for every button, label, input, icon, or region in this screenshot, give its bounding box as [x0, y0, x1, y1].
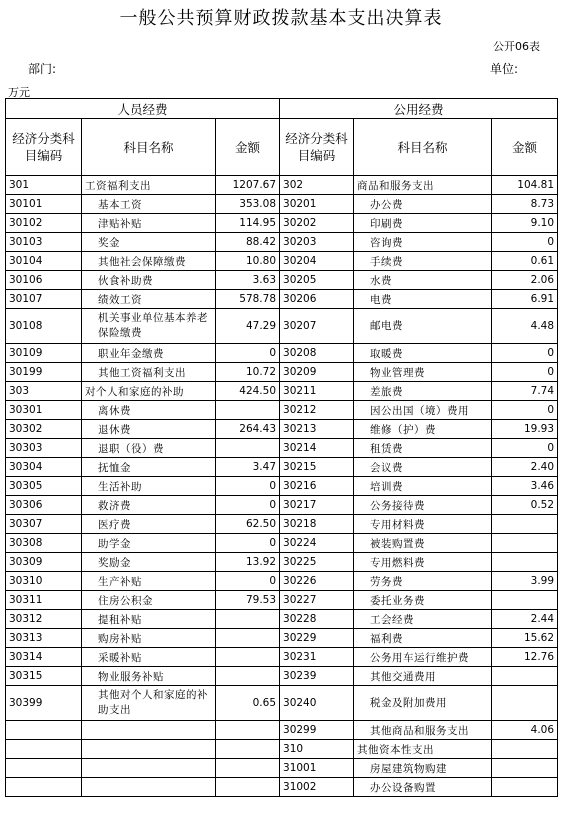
left-code-cell: 30101 [6, 195, 82, 214]
left-name-cell: 工资福利支出 [82, 176, 216, 195]
left-amount-cell: 10.80 [216, 252, 280, 271]
left-code-cell: 30310 [6, 572, 82, 591]
right-code-cell: 310 [280, 740, 354, 759]
right-code-cell: 30226 [280, 572, 354, 591]
right-name-cell: 手续费 [354, 252, 492, 271]
right-name-cell: 专用燃料费 [354, 553, 492, 572]
right-amount-cell: 12.76 [492, 648, 558, 667]
right-code-cell: 30229 [280, 629, 354, 648]
right-name-cell: 劳务费 [354, 572, 492, 591]
left-amount-cell [216, 759, 280, 778]
unit-label: 单位: [490, 62, 519, 76]
right-amount-cell: 19.93 [492, 420, 558, 439]
right-name-cell: 被装购置费 [354, 534, 492, 553]
left-amount-cell: 578.78 [216, 290, 280, 309]
expenditure-table [5, 98, 558, 797]
right-name-cell: 其他交通费用 [354, 667, 492, 686]
left-code-cell: 30399 [6, 686, 82, 721]
table-row [6, 176, 558, 195]
left-name-cell: 救济费 [82, 496, 216, 515]
right-name-cell: 印刷费 [354, 214, 492, 233]
left-name-cell: 采暖补贴 [82, 648, 216, 667]
left-name-cell: 医疗费 [82, 515, 216, 534]
left-name-cell: 提租补贴 [82, 610, 216, 629]
right-code-cell: 302 [280, 176, 354, 195]
left-amount-cell: 0.65 [216, 686, 280, 721]
left-amount-cell [216, 667, 280, 686]
right-name-cell: 其他商品和服务支出 [354, 721, 492, 740]
table-row [6, 610, 558, 629]
right-name-cell: 租赁费 [354, 439, 492, 458]
left-code-cell: 30313 [6, 629, 82, 648]
right-name-cell: 维修（护）费 [354, 420, 492, 439]
right-amount-cell: 15.62 [492, 629, 558, 648]
table-row [6, 515, 558, 534]
left-name-cell: 津贴补贴 [82, 214, 216, 233]
table-row [6, 344, 558, 363]
right-code-cell: 30215 [280, 458, 354, 477]
left-amount-cell: 0 [216, 477, 280, 496]
right-amount-cell: 7.74 [492, 382, 558, 401]
left-amount-cell: 0 [216, 344, 280, 363]
left-amount-cell: 3.63 [216, 271, 280, 290]
left-amount-cell [216, 401, 280, 420]
right-amount-cell: 6.91 [492, 290, 558, 309]
table-row [6, 382, 558, 401]
left-code-cell [6, 721, 82, 740]
left-name-cell: 生活补助 [82, 477, 216, 496]
right-amount-cell [492, 740, 558, 759]
left-name-cell [82, 740, 216, 759]
right-code-cell: 30213 [280, 420, 354, 439]
header-code: 经济分类科目编码 [6, 119, 82, 176]
right-amount-cell: 2.40 [492, 458, 558, 477]
left-name-cell: 其他社会保障缴费 [82, 252, 216, 271]
left-code-cell: 30312 [6, 610, 82, 629]
left-amount-cell: 88.42 [216, 233, 280, 252]
right-code-cell: 30209 [280, 363, 354, 382]
left-name-cell: 绩效工资 [82, 290, 216, 309]
right-code-cell: 30208 [280, 344, 354, 363]
right-code-cell: 30299 [280, 721, 354, 740]
left-amount-cell: 0 [216, 534, 280, 553]
left-name-cell: 对个人和家庭的补助 [82, 382, 216, 401]
right-amount-cell: 0 [492, 439, 558, 458]
left-amount-cell: 353.08 [216, 195, 280, 214]
left-name-cell: 伙食补助费 [82, 271, 216, 290]
right-amount-cell: 0.61 [492, 252, 558, 271]
right-code-cell: 30217 [280, 496, 354, 515]
left-name-cell: 离休费 [82, 401, 216, 420]
left-amount-cell: 0 [216, 496, 280, 515]
table-body [6, 176, 558, 797]
left-name-cell: 机关事业单位基本养老保险缴费 [82, 309, 216, 344]
right-code-cell: 31001 [280, 759, 354, 778]
right-code-cell: 30204 [280, 252, 354, 271]
right-amount-cell: 3.46 [492, 477, 558, 496]
left-code-cell: 30109 [6, 344, 82, 363]
table-row [6, 629, 558, 648]
left-amount-cell [216, 629, 280, 648]
right-code-cell: 30216 [280, 477, 354, 496]
header-amount: 金额 [492, 119, 558, 176]
right-amount-cell: 0 [492, 344, 558, 363]
right-name-cell: 水费 [354, 271, 492, 290]
left-code-cell [6, 759, 82, 778]
left-amount-cell: 0 [216, 572, 280, 591]
left-code-cell: 30306 [6, 496, 82, 515]
right-code-cell: 30227 [280, 591, 354, 610]
header-name: 科目名称 [354, 119, 492, 176]
right-code-cell: 30212 [280, 401, 354, 420]
right-amount-cell [492, 778, 558, 797]
right-amount-cell: 104.81 [492, 176, 558, 195]
table-row [6, 290, 558, 309]
left-code-cell: 30304 [6, 458, 82, 477]
header-code: 经济分类科目编码 [280, 119, 354, 176]
section-personnel: 人员经费 [6, 99, 280, 119]
left-code-cell: 30103 [6, 233, 82, 252]
right-amount-cell: 2.06 [492, 271, 558, 290]
right-name-cell: 公务用车运行维护费 [354, 648, 492, 667]
right-code-cell: 30224 [280, 534, 354, 553]
left-amount-cell [216, 610, 280, 629]
left-code-cell: 30102 [6, 214, 82, 233]
table-row [6, 778, 558, 797]
department-label: 部门: [28, 62, 57, 76]
left-amount-cell: 3.47 [216, 458, 280, 477]
right-name-cell: 差旅费 [354, 382, 492, 401]
right-code-cell: 30211 [280, 382, 354, 401]
right-amount-cell: 3.99 [492, 572, 558, 591]
right-code-cell: 30205 [280, 271, 354, 290]
left-code-cell: 30302 [6, 420, 82, 439]
left-amount-cell: 13.92 [216, 553, 280, 572]
left-code-cell: 30308 [6, 534, 82, 553]
left-code-cell: 30311 [6, 591, 82, 610]
left-name-cell: 奖励金 [82, 553, 216, 572]
table-row [6, 477, 558, 496]
right-code-cell: 30203 [280, 233, 354, 252]
right-name-cell: 公务接待费 [354, 496, 492, 515]
table-row [6, 572, 558, 591]
table-row [6, 401, 558, 420]
right-name-cell: 委托业务费 [354, 591, 492, 610]
left-code-cell: 303 [6, 382, 82, 401]
table-row [6, 591, 558, 610]
right-name-cell: 电费 [354, 290, 492, 309]
right-amount-cell [492, 515, 558, 534]
left-code-cell: 30303 [6, 439, 82, 458]
left-code-cell: 30307 [6, 515, 82, 534]
right-name-cell: 税金及附加费用 [354, 686, 492, 721]
right-code-cell: 30228 [280, 610, 354, 629]
left-amount-cell [216, 721, 280, 740]
left-name-cell: 基本工资 [82, 195, 216, 214]
left-amount-cell: 424.50 [216, 382, 280, 401]
left-name-cell: 其他对个人和家庭的补助支出 [82, 686, 216, 721]
left-name-cell: 物业服务补贴 [82, 667, 216, 686]
section-public: 公用经费 [280, 99, 558, 119]
left-amount-cell: 264.43 [216, 420, 280, 439]
table-row [6, 458, 558, 477]
table-row [6, 309, 558, 344]
right-code-cell: 30202 [280, 214, 354, 233]
right-amount-cell: 0.52 [492, 496, 558, 515]
right-amount-cell: 9.10 [492, 214, 558, 233]
left-amount-cell: 62.50 [216, 515, 280, 534]
left-name-cell: 购房补贴 [82, 629, 216, 648]
right-amount-cell [492, 667, 558, 686]
left-code-cell: 30309 [6, 553, 82, 572]
table-row [6, 214, 558, 233]
right-code-cell: 30206 [280, 290, 354, 309]
right-name-cell: 办公设备购置 [354, 778, 492, 797]
table-row [6, 233, 558, 252]
left-name-cell: 抚恤金 [82, 458, 216, 477]
right-amount-cell: 0 [492, 401, 558, 420]
left-code-cell [6, 778, 82, 797]
right-name-cell: 工会经费 [354, 610, 492, 629]
left-name-cell: 生产补贴 [82, 572, 216, 591]
right-amount-cell: 8.73 [492, 195, 558, 214]
left-name-cell: 助学金 [82, 534, 216, 553]
left-name-cell: 退职（役）费 [82, 439, 216, 458]
right-name-cell: 因公出国（境）费用 [354, 401, 492, 420]
left-code-cell: 30108 [6, 309, 82, 344]
left-amount-cell [216, 740, 280, 759]
right-name-cell: 福利费 [354, 629, 492, 648]
right-code-cell: 30240 [280, 686, 354, 721]
right-name-cell: 培训费 [354, 477, 492, 496]
right-name-cell: 咨询费 [354, 233, 492, 252]
left-name-cell [82, 721, 216, 740]
right-code-cell: 30207 [280, 309, 354, 344]
table-row [6, 252, 558, 271]
table-row [6, 363, 558, 382]
left-amount-cell [216, 648, 280, 667]
table-row [6, 439, 558, 458]
right-code-cell: 30225 [280, 553, 354, 572]
right-amount-cell [492, 534, 558, 553]
table-row [6, 271, 558, 290]
left-amount-cell [216, 778, 280, 797]
right-amount-cell: 4.48 [492, 309, 558, 344]
left-amount-cell: 47.29 [216, 309, 280, 344]
left-code-cell: 30315 [6, 667, 82, 686]
table-row [6, 759, 558, 778]
right-name-cell: 取暖费 [354, 344, 492, 363]
table-row [6, 740, 558, 759]
left-code-cell [6, 740, 82, 759]
left-code-cell: 30314 [6, 648, 82, 667]
left-amount-cell: 1207.67 [216, 176, 280, 195]
right-name-cell: 商品和服务支出 [354, 176, 492, 195]
right-code-cell: 31002 [280, 778, 354, 797]
unit-value: 万元 [8, 86, 30, 99]
left-code-cell: 30106 [6, 271, 82, 290]
right-amount-cell [492, 591, 558, 610]
table-row [6, 686, 558, 721]
right-amount-cell [492, 759, 558, 778]
left-amount-cell: 114.95 [216, 214, 280, 233]
table-row [6, 496, 558, 515]
table-row [6, 195, 558, 214]
right-name-cell: 房屋建筑物购建 [354, 759, 492, 778]
table-row [6, 553, 558, 572]
table-row [6, 667, 558, 686]
right-name-cell: 办公费 [354, 195, 492, 214]
right-name-cell: 会议费 [354, 458, 492, 477]
left-name-cell [82, 759, 216, 778]
left-name-cell: 职业年金缴费 [82, 344, 216, 363]
left-name-cell: 住房公积金 [82, 591, 216, 610]
left-name-cell [82, 778, 216, 797]
table-row [6, 420, 558, 439]
header-name: 科目名称 [82, 119, 216, 176]
right-amount-cell: 0 [492, 233, 558, 252]
left-amount-cell [216, 439, 280, 458]
left-name-cell: 奖金 [82, 233, 216, 252]
table-row [6, 534, 558, 553]
left-amount-cell: 10.72 [216, 363, 280, 382]
right-code-cell: 30239 [280, 667, 354, 686]
right-amount-cell: 0 [492, 363, 558, 382]
right-code-cell: 30218 [280, 515, 354, 534]
left-code-cell: 30104 [6, 252, 82, 271]
left-name-cell: 其他工资福利支出 [82, 363, 216, 382]
left-code-cell: 30199 [6, 363, 82, 382]
table-row [6, 648, 558, 667]
right-amount-cell: 2.44 [492, 610, 558, 629]
right-code-cell: 30201 [280, 195, 354, 214]
right-name-cell: 其他资本性支出 [354, 740, 492, 759]
left-code-cell: 30107 [6, 290, 82, 309]
right-name-cell: 邮电费 [354, 309, 492, 344]
right-amount-cell [492, 553, 558, 572]
right-code-cell: 30231 [280, 648, 354, 667]
left-code-cell: 30305 [6, 477, 82, 496]
table-number: 公开06表 [493, 40, 540, 53]
table-row [6, 721, 558, 740]
right-name-cell: 专用材料费 [354, 515, 492, 534]
page-title: 一般公共预算财政拨款基本支出决算表 [119, 8, 443, 29]
left-amount-cell: 79.53 [216, 591, 280, 610]
header-amount: 金额 [216, 119, 280, 176]
right-code-cell: 30214 [280, 439, 354, 458]
right-amount-cell: 4.06 [492, 721, 558, 740]
left-code-cell: 301 [6, 176, 82, 195]
right-amount-cell [492, 686, 558, 721]
right-name-cell: 物业管理费 [354, 363, 492, 382]
left-code-cell: 30301 [6, 401, 82, 420]
left-name-cell: 退休费 [82, 420, 216, 439]
